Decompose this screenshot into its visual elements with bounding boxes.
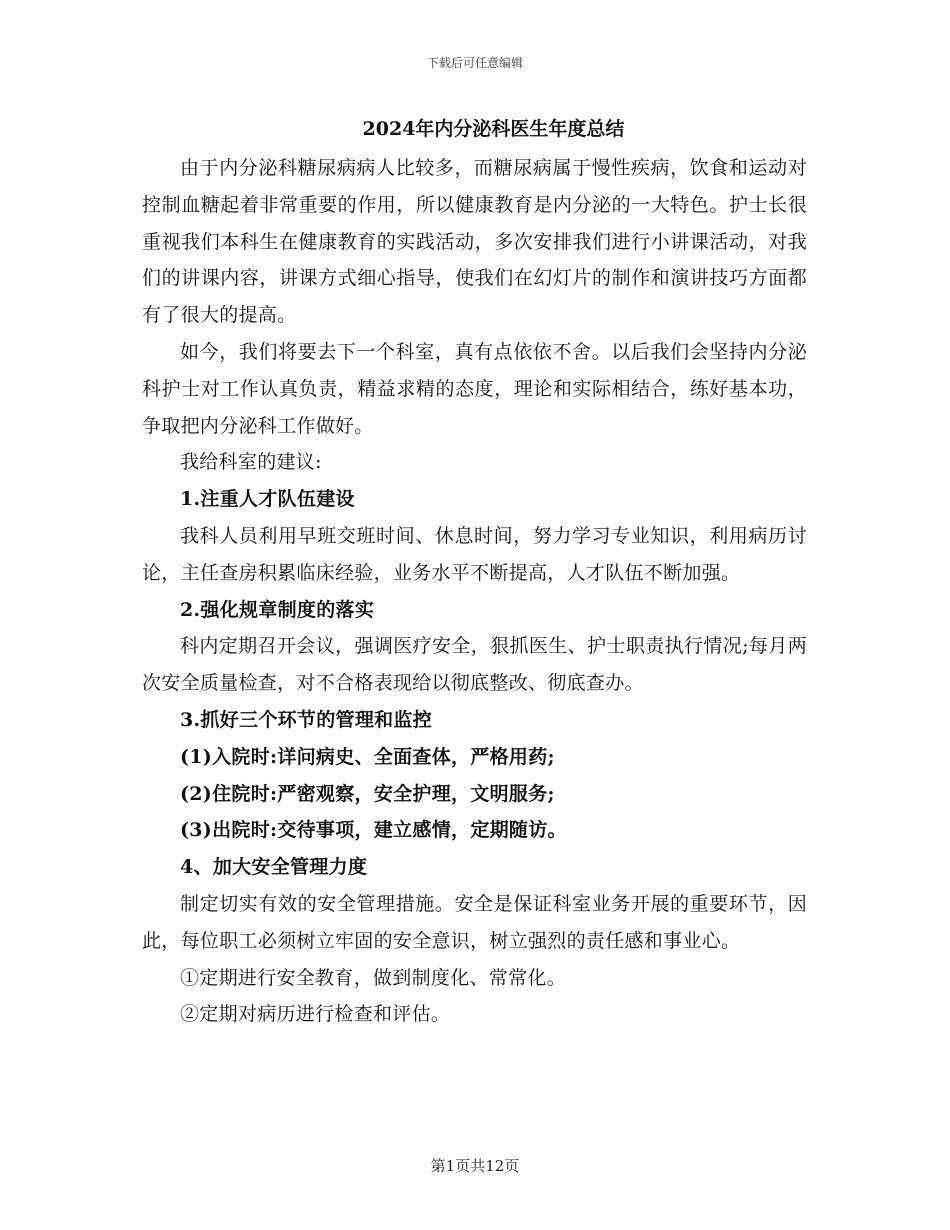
list-item-hospitalization: (2)住院时:严密观察，安全护理，文明服务; (180, 782, 555, 805)
document-title: 2024年内分泌科医生年度总结 (362, 118, 625, 140)
document-body (142, 112, 807, 1033)
heading-talent-team: 1.注重人才队伍建设 (180, 488, 355, 511)
heading-safety-management: 4、加大安全管理力度 (180, 856, 368, 879)
list-item-safety-education: ①定期进行安全教育，做到制度化、常常化。 (180, 966, 567, 989)
paragraph-health-education: 由于内分泌科糖尿病病人比较多，而糖尿病属于慢性疾病，饮食和运动对控制血糖起着非常重要的作用，所以健康教育是内分泌的一大特色。护士长很重视我们本科生在健康教育的实践活动，多次安排我们进行小讲课活动，对我们的讲课内容，讲课方式细心指导，使我们在幻灯片的制作和演讲技巧方面都有了很大的提高。 (142, 157, 807, 327)
paragraph-safety-management: 制定切实有效的安全管理措施。安全是保证科室业务开展的重要环节，因此，每位职工必须树立牢固的安全意识，树立强烈的责任感和事业心。 (142, 892, 807, 952)
paragraph-talent-team: 我科人员利用早班交班时间、休息时间，努力学习专业知识，利用病历讨论，主任查房积累临床经验，业务水平不断提高，人才队伍不断加强。 (142, 524, 807, 584)
header-note: 下载后可任意编辑 (426, 56, 523, 70)
paragraph-rules-implementation: 科内定期召开会议，强调医疗安全，狠抓医生、护士职责执行情况;每月两次安全质量检查，对不合格表现给以彻底整改、彻底查办。 (142, 635, 807, 695)
heading-rules-implementation: 2.强化规章制度的落实 (180, 598, 375, 621)
page-footer: 第1页共12页 (430, 1157, 520, 1175)
list-item-admission: (1)入院时:详问病史、全面查体，严格用药; (180, 745, 555, 768)
heading-three-stages: 3.抓好三个环节的管理和监控 (180, 708, 433, 731)
list-item-discharge: (3)出院时:交待事项，建立感情，定期随访。 (180, 819, 567, 842)
paragraph-suggestions-intro: 我给科室的建议: (180, 451, 322, 474)
paragraph-farewell: 如今，我们将要去下一个科室，真有点依依不舍。以后我们会坚持内分泌科护士对工作认真负责，精益求精的态度，理论和实际相结合，练好基本功，争取把内分泌科工作做好。 (142, 340, 807, 437)
list-item-record-review: ②定期对病历进行检查和评估。 (180, 1003, 451, 1026)
